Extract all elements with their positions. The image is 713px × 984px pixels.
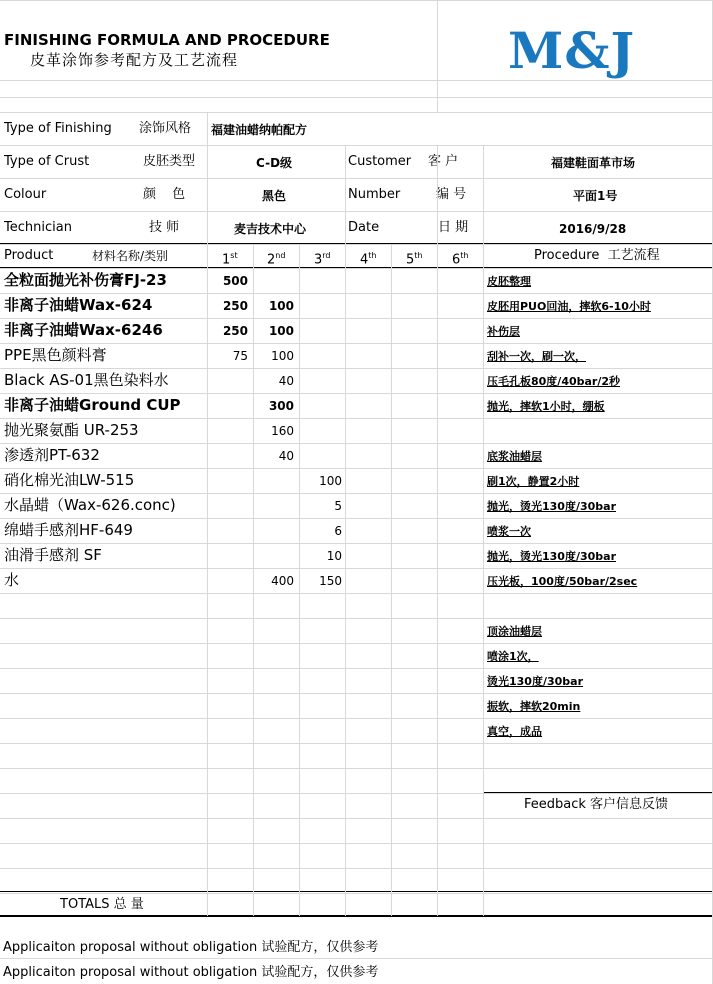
footer-line-2: Applicaiton proposal without obligation 试验配方，仅供参考: [3, 965, 379, 980]
grid-row-line: [0, 145, 713, 146]
col6-header: 6th: [452, 251, 469, 268]
number-label-cn: 编 号: [436, 187, 467, 202]
grid-col-line: [207, 145, 208, 244]
row-procedure-step: 压光板，100度/50bar/2sec: [487, 575, 638, 588]
grid-row-line: [0, 97, 713, 98]
grid-row-line: [0, 618, 713, 619]
grid-col-line: [437, 0, 438, 112]
grid-row-line: [0, 112, 713, 113]
row-product: 油滑手感剂 SF: [4, 546, 102, 564]
row-procedure-step: 抛光，摔软1小时，绷板: [487, 400, 605, 413]
title-chinese: 皮革涂饰参考配方及工艺流程: [30, 51, 239, 69]
row-c2-value: 300: [268, 399, 294, 413]
grid-row-line: [0, 468, 713, 469]
customer-label-cn: 客 户: [428, 154, 459, 169]
row-procedure-step: 皮胚整理: [487, 275, 531, 288]
company-logo: M&J: [508, 21, 636, 80]
date-label-en: Date: [348, 220, 380, 235]
product-header-en: Product: [4, 248, 54, 263]
row-procedure-step: 喷涂1次，: [487, 650, 539, 663]
grid-col-line: [299, 244, 300, 916]
customer-value: 福建鞋面革市场: [551, 156, 636, 170]
row-c2-value: 100: [268, 299, 294, 313]
grid-col-line: [207, 112, 208, 145]
col2-header: 2nd: [267, 251, 286, 268]
row-procedure-step: 顶涂油蜡层: [487, 625, 542, 638]
grid-col-line: [391, 244, 392, 916]
row-procedure-step: 压毛孔板80度/40bar/2秒: [487, 375, 621, 388]
row-c1-value: 250: [222, 299, 248, 313]
row-c2-value: 400: [271, 574, 294, 588]
date-label-cn: 日 期: [438, 220, 469, 235]
grid-row-line: [0, 643, 713, 644]
grid-row-line: [0, 318, 713, 319]
grid-row-line: [0, 518, 713, 519]
row-c3-value: 100: [319, 474, 342, 488]
row-procedure-step: 真空，成品: [487, 725, 542, 738]
table-header-top-border: [0, 243, 713, 244]
grid-row-line: [0, 293, 713, 294]
title-english: FINISHING FORMULA AND PROCEDURE: [4, 31, 330, 49]
row-c2-value: 160: [271, 424, 294, 438]
row-procedure-step: 刷1次，静置2小时: [487, 475, 580, 488]
grid-row-line: [0, 543, 713, 544]
grid-row-line: [0, 0, 713, 1]
row-product: 水: [4, 571, 20, 589]
colour-label-en: Colour: [4, 187, 47, 202]
grid-row-line: [0, 768, 713, 769]
row-product: 硝化棉光油LW-515: [4, 471, 135, 489]
row-procedure-step: 抛光，烫光130度/30bar: [487, 550, 617, 563]
colour-label-cn: 颜 色: [143, 187, 192, 202]
number-label-en: Number: [348, 187, 401, 202]
row-c2-value: 40: [278, 449, 294, 463]
grid-row-line: [0, 593, 713, 594]
grid-col-line: [253, 244, 254, 916]
col1-header: 1st: [222, 251, 238, 268]
row-c3-value: 5: [334, 499, 342, 513]
grid-row-line: [0, 244, 713, 245]
grid-row-line: [0, 443, 713, 444]
row-product: 非离子油蜡Wax-6246: [4, 321, 163, 339]
row-procedure-step: 抛光，烫光130度/30bar: [487, 500, 617, 513]
row-c2-value: 100: [271, 349, 294, 363]
row-c3-value: 10: [326, 549, 342, 563]
row-c1-value: 250: [222, 324, 248, 338]
row-product: PPE黑色颜料膏: [4, 346, 107, 364]
row-procedure-step: 烫光130度/30bar: [487, 675, 584, 688]
row-product: 水晶蜡（Wax-626.conc): [4, 496, 176, 514]
grid-row-line: [0, 693, 713, 694]
grid-col-line: [483, 244, 484, 916]
grid-row-line: [0, 568, 713, 569]
row-c3-value: 6: [334, 524, 342, 538]
finishing-label-en: Type of Finishing: [4, 121, 112, 136]
grid-row-line: [0, 743, 713, 744]
feedback-label: Feedback 客户信息反馈: [524, 797, 669, 812]
crust-label-cn: 皮胚类型: [143, 154, 196, 169]
date-value: 2016/9/28: [559, 222, 627, 236]
row-product: 绵蜡手感剂HF-649: [4, 521, 133, 539]
row-product: 全粒面抛光补伤膏FJ-23: [4, 271, 167, 289]
grid-row-line: [0, 718, 713, 719]
table-header-bottom-border: [0, 267, 713, 268]
row-procedure-step: 喷浆一次: [487, 525, 531, 538]
colour-value: 黑色: [262, 189, 287, 203]
row-c1-value: 75: [232, 349, 248, 363]
number-value: 平面1号: [573, 189, 618, 203]
row-c2-value: 100: [268, 324, 294, 338]
col4-header: 4th: [360, 251, 377, 268]
row-product: 渗透剂PT-632: [4, 446, 100, 464]
row-procedure-step: 刮补一次，刷一次，: [487, 350, 586, 363]
crust-value: C-D级: [256, 156, 293, 170]
totals-bottom-border: [0, 915, 713, 917]
grid-col-line: [437, 145, 438, 244]
grid-col-line: [345, 244, 346, 916]
grid-row-line: [0, 793, 713, 794]
grid-row-line: [0, 368, 713, 369]
row-procedure-step: 底浆油蜡层: [487, 450, 542, 463]
technician-label-en: Technician: [4, 220, 72, 235]
grid-row-line: [0, 493, 713, 494]
row-product: Black AS-01黑色染料水: [4, 371, 169, 389]
grid-row-line: [0, 80, 713, 81]
row-product: 非离子油蜡Wax-624: [4, 296, 153, 314]
grid-row-line: [0, 268, 713, 269]
grid-col-line: [345, 145, 346, 244]
technician-label-cn: 技 师: [149, 220, 180, 235]
grid-row-line: [0, 668, 713, 669]
grid-row-line: [0, 843, 713, 844]
footer-line-divider: [0, 958, 713, 959]
row-procedure-step: 振软，摔软20min: [487, 700, 581, 713]
finishing-value: 福建油蜡纳帕配方: [211, 123, 308, 137]
col3-header: 3rd: [314, 251, 331, 268]
grid-row-line: [0, 418, 713, 419]
crust-label-en: Type of Crust: [4, 154, 90, 169]
grid-row-line: [0, 393, 713, 394]
col5-header: 5th: [406, 251, 423, 268]
row-product: 非离子油蜡Ground CUP: [4, 396, 181, 414]
row-procedure-step: 皮胚用PUO回油，摔软6-10小时: [487, 300, 651, 313]
totals-top-border: [0, 891, 713, 892]
row-c2-value: 40: [278, 374, 294, 388]
row-c1-value: 500: [222, 274, 248, 288]
totals-label: TOTALS 总 量: [60, 897, 144, 912]
grid-row-line: [0, 343, 713, 344]
customer-label-en: Customer: [348, 154, 412, 169]
procedure-header: Procedure 工艺流程: [534, 248, 660, 263]
product-header-cn: 材料名称/类别: [92, 249, 169, 263]
feedback-top-border: [483, 792, 713, 793]
grid-row-line: [0, 818, 713, 819]
finishing-label-cn: 涂饰风格: [139, 121, 192, 136]
grid-row-line: [0, 893, 713, 894]
grid-row-line: [0, 868, 713, 869]
grid-row-line: [0, 211, 713, 212]
technician-value: 麦吉技术中心: [234, 222, 307, 236]
footer-line-1: Applicaiton proposal without obligation 试验配方，仅供参考: [3, 940, 379, 955]
grid-col-line: [207, 244, 208, 916]
grid-col-line: [437, 244, 438, 916]
grid-col-line: [483, 145, 484, 244]
row-product: 抛光聚氨酯 UR-253: [4, 421, 139, 439]
row-procedure-step: 补伤层: [487, 325, 520, 338]
grid-row-line: [0, 178, 713, 179]
row-c3-value: 150: [319, 574, 342, 588]
